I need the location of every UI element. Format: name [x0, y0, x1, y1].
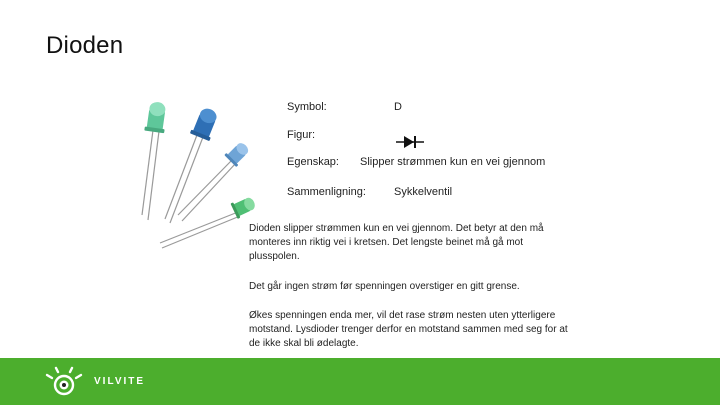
symbol-value: D	[394, 101, 402, 113]
paragraph-resistor: Økes spenningen enda mer, vil det rase strøm nesten uten ytterligere motstand. Lysdioder trenger derfor en motstand sammen med seg for at de ikke skal bli ødelagte.	[249, 310, 568, 349]
paragraph-threshold: Det går ingen strøm før spenningen overstiger en gitt grense.	[249, 281, 520, 292]
brand-name: VILVITE	[94, 376, 146, 387]
property-label: Egenskap:	[287, 156, 339, 168]
symbol-label: Symbol:	[287, 101, 327, 113]
diode-symbol-icon	[396, 135, 424, 149]
figure-label: Figur:	[287, 129, 316, 141]
page-title: Dioden	[46, 32, 124, 59]
led-diodes-image	[120, 95, 260, 255]
comparison-value: Sykkelventil	[394, 186, 453, 198]
paragraph-direction: Dioden slipper strømmen kun en vei gjennom. Det betyr at den må monteres inn riktig vei i kretsen. Det lengste beinet må gå mot plusspolen.	[249, 223, 544, 262]
footer-bar	[0, 358, 720, 405]
vilvite-logo-icon	[44, 366, 84, 398]
property-value: Slipper strømmen kun en vei gjennom	[360, 156, 546, 168]
comparison-label: Sammenligning:	[287, 186, 366, 198]
